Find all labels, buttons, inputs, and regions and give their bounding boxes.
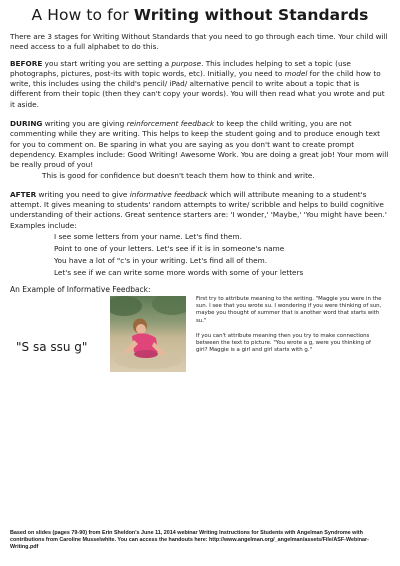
footer-text: Based on slides (pages 79-90) from Erin Sheldon's June 11, 2014 webinar Writing Instructions for Students with Angelman Syndrome with contributions from Caroline Musselwhite. You can access the handouts here: http://www.angelman.org/_angelman/assets/File/ASF-Webinar-Writing.pdf xyxy=(10,530,369,550)
after-emphasis: informative feedback xyxy=(129,189,208,199)
example-heading: An Example of Informative Feedback: xyxy=(10,285,151,295)
during-text-2: to keep the child writing, you are not commenting while they are writing. This helps to keep the student going and to produce enough text for you to comment on. Be sparing in what you are saying as you don't want to create prompt dependency. Examples include: Good Writing! Awesome Work. You are doing a great job! Your mom will be really proud of you! xyxy=(10,119,389,170)
during-text-1: writing you are giving xyxy=(42,119,127,129)
example-row xyxy=(10,296,390,372)
footer-citation xyxy=(10,530,390,551)
intro-paragraph: There are 3 stages for Writing Without Standards that you need to go through each time. Your child will need access to a full alphabet to do this. xyxy=(10,32,388,52)
before-emphasis-model: model xyxy=(284,68,308,78)
child-photo xyxy=(110,296,186,372)
after-example-1: I see some letters from your name. Let's find them. xyxy=(54,232,242,242)
feedback-note-1: First try to attribute meaning to the writing. "Maggie you were in the sun. I see that you wrote su. I wondering if you were thinking of sun, maybe you thought of summer that is another word that starts with su." xyxy=(196,296,382,324)
after-example-2: Point to one of your letters. Let's see if it is in someone's name xyxy=(54,244,285,254)
after-text-1: writing you need to give xyxy=(36,189,130,199)
before-keyword: BEFORE xyxy=(10,58,43,68)
during-paragraph xyxy=(10,119,390,170)
after-paragraph xyxy=(10,190,390,231)
after-text-2: which will attribute meaning to a student's attempt. It gives meaning to students' random attempts to write/ scribble and helps to build cognitive understanding of their actions. Great sentence starters are: 'I wonder,' 'Maybe,' 'You might have been.' Examples include: xyxy=(10,189,387,230)
page-title xyxy=(10,6,390,24)
before-paragraph xyxy=(10,59,390,110)
feedback-note-2: If you can't attribute meaning then you try to make connections between the text to picture. "You wrote a g, were you thinking of girl? Maggie is a girl and girl starts with g." xyxy=(196,332,371,354)
before-emphasis-purpose: purpose xyxy=(171,58,202,68)
during-note: This is good for confidence but doesn't teach them how to think and write. xyxy=(42,170,315,180)
after-example-4: Let's see if we can write some more words with some of your letters xyxy=(54,268,304,278)
title-prefix: A How to for xyxy=(31,6,134,24)
child-on-sand-image xyxy=(110,296,186,372)
before-text-2: . This includes helping to set a topic (use photographs, pictures, post-its with topic words, etc). Initially, you need to xyxy=(10,58,351,78)
after-examples-list xyxy=(10,231,390,279)
during-keyword: DURING xyxy=(10,119,43,129)
after-example-3: You have a lot of "c's in your writing. Let's find all of them. xyxy=(54,256,268,266)
feedback-notes xyxy=(196,296,382,362)
before-text-1: you start writing you are setting a xyxy=(42,58,172,68)
sample-writing: "S sa ssu g" xyxy=(16,340,88,355)
during-emphasis: reinforcement feedback xyxy=(126,119,215,129)
before-text-3: for the child how to write, this includes using the child's pencil/ iPad/ alternative pencil to write about a topic that is different from their topic (then they can't copy your words). You will then read what you wrote and put it aside. xyxy=(10,68,385,109)
title-emphasis: Writing without Standards xyxy=(133,6,369,24)
after-keyword: AFTER xyxy=(10,189,37,199)
